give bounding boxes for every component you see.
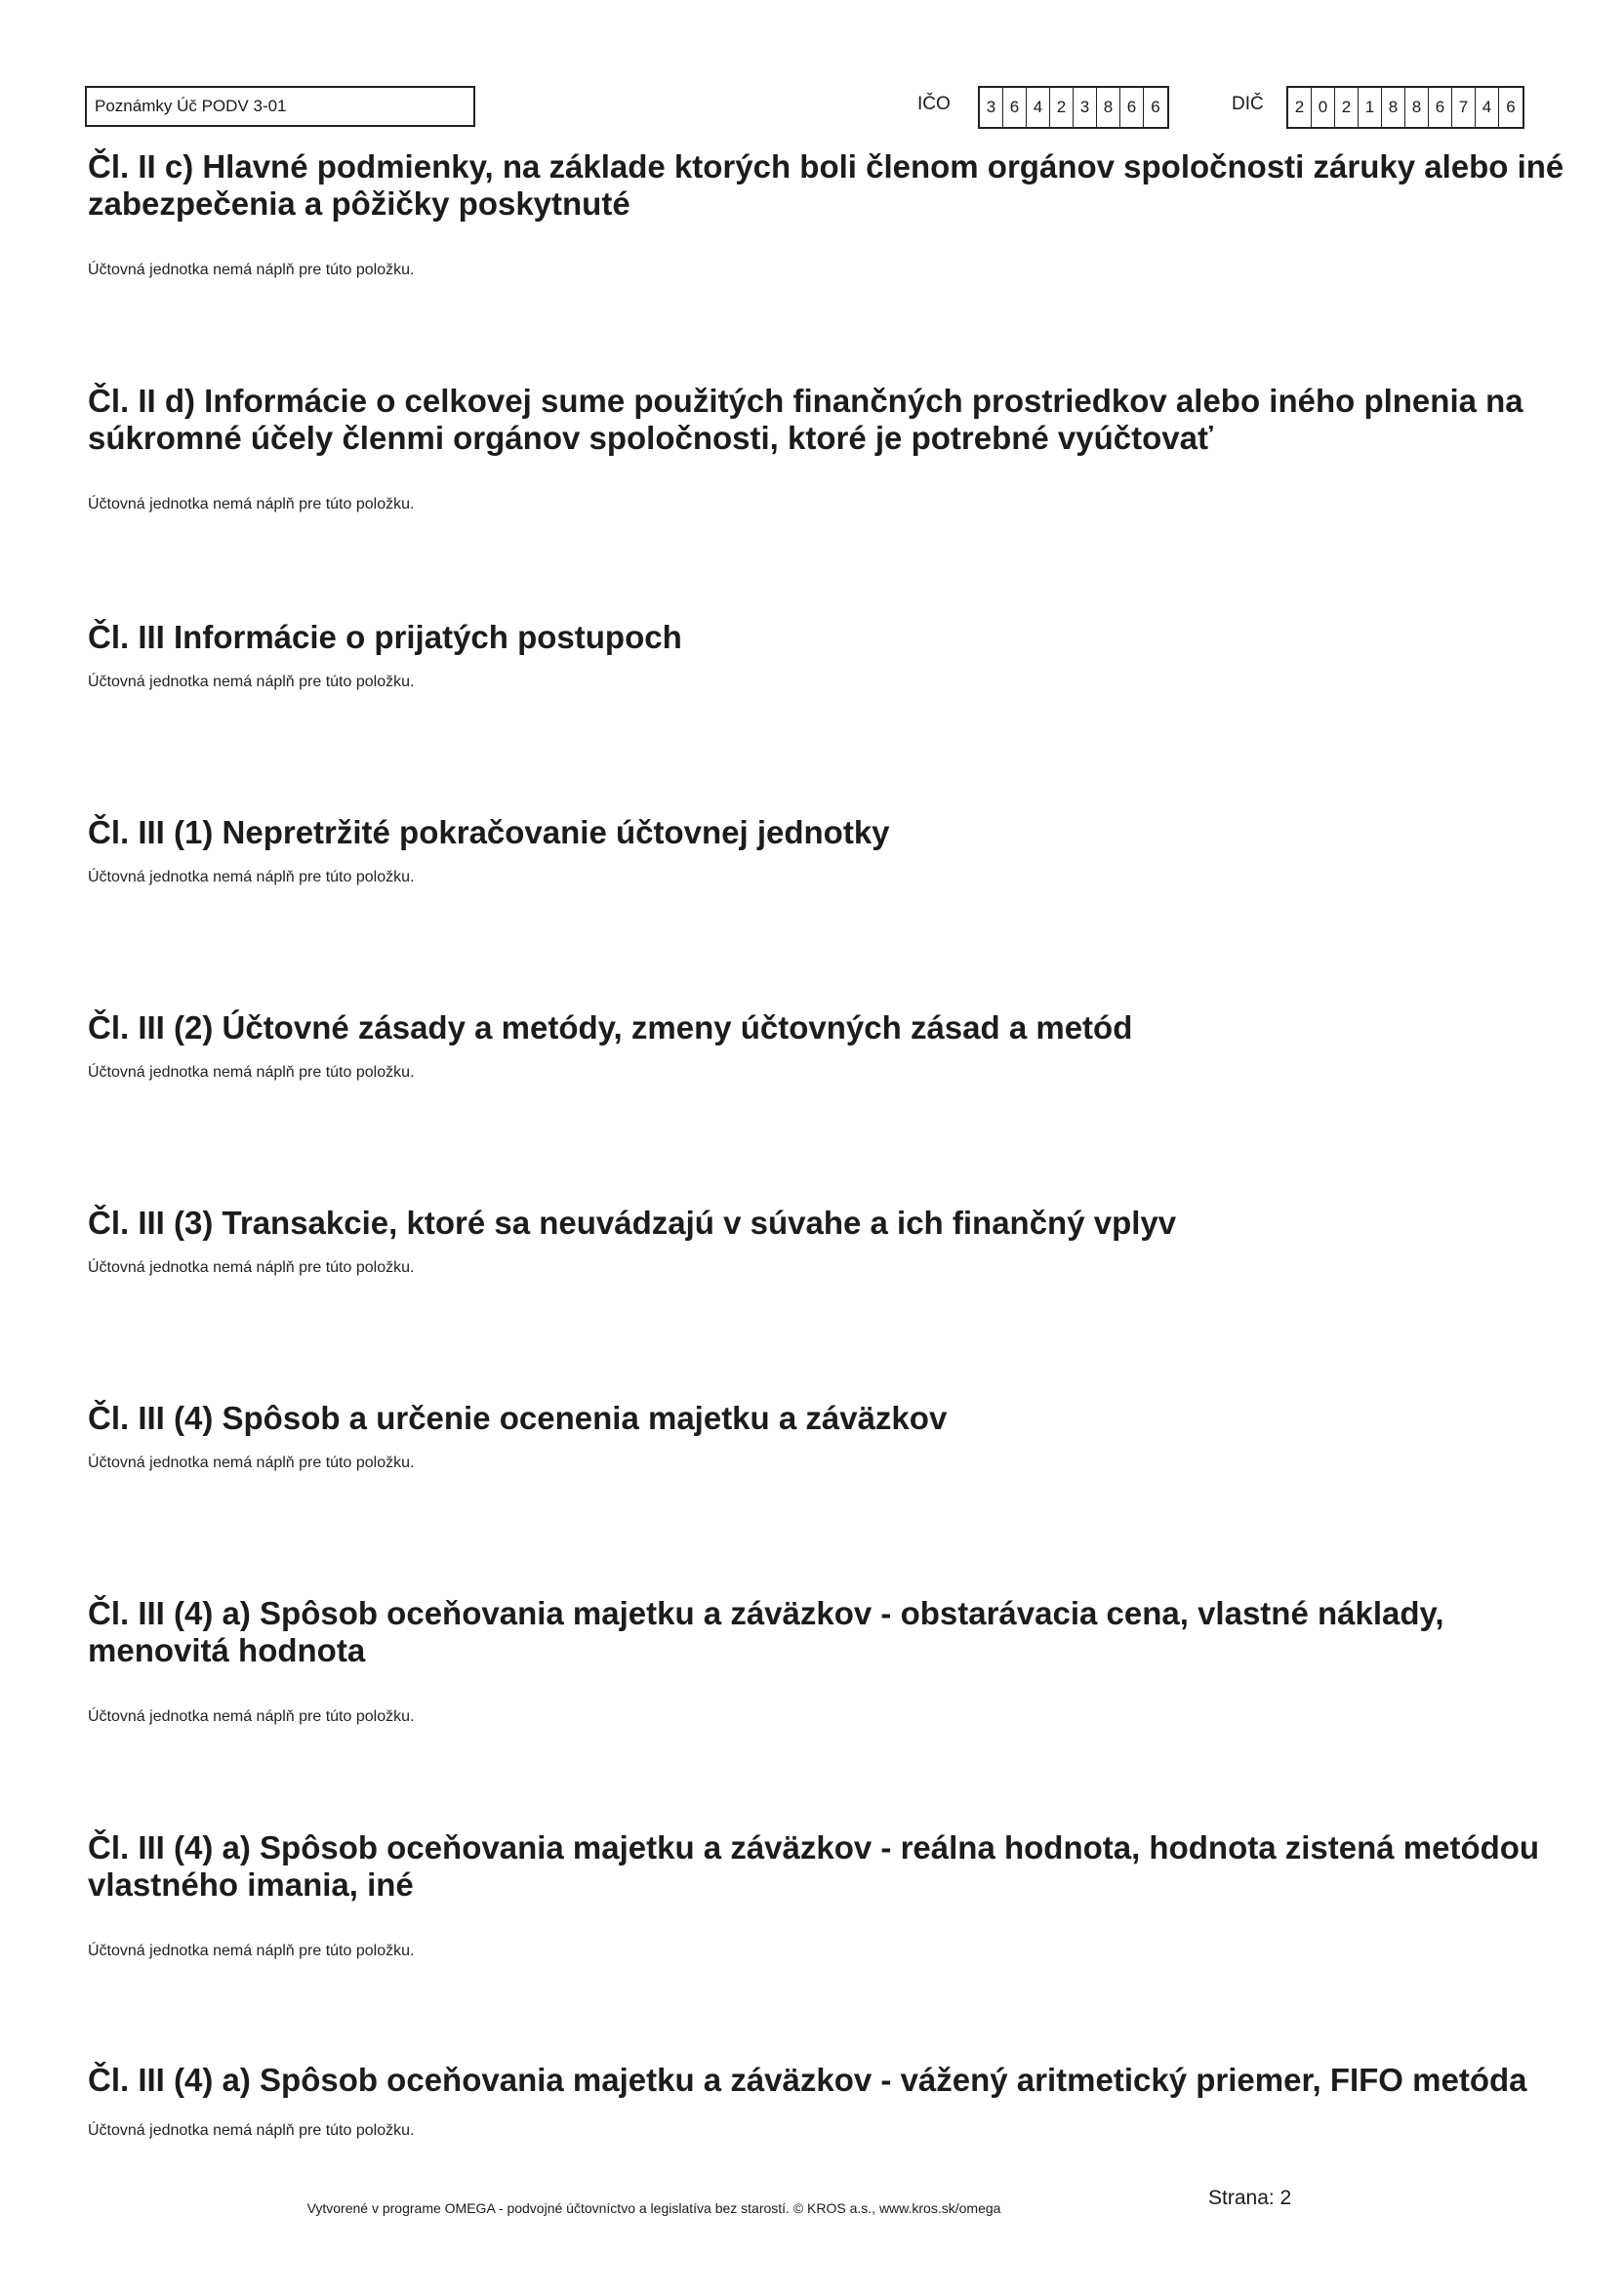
section-heading: Čl. II c) Hlavné podmienky, na základe ktorých boli členom orgánov spoločnosti záruky alebo iné zabezpečenia a pôžičky poskytnuté bbox=[88, 148, 1564, 222]
dic-digit: 1 bbox=[1359, 88, 1382, 127]
ico-label: IČO bbox=[917, 94, 951, 114]
section-note: Účtovná jednotka nemá náplň pre túto položku. bbox=[88, 1943, 415, 1959]
section-iii-2 bbox=[88, 1009, 1571, 1082]
section-note: Účtovná jednotka nemá náplň pre túto položku. bbox=[88, 1064, 415, 1081]
section-iii-4 bbox=[88, 1400, 1571, 1472]
dic-digit: 7 bbox=[1452, 88, 1476, 127]
section-ii-d bbox=[88, 383, 1571, 513]
section-note: Účtovná jednotka nemá náplň pre túto položku. bbox=[88, 1708, 415, 1725]
dic-digit: 2 bbox=[1335, 88, 1359, 127]
section-iii bbox=[88, 619, 1571, 691]
section-ii-c bbox=[88, 148, 1571, 279]
dic-digit: 0 bbox=[1312, 88, 1335, 127]
ico-digit: 6 bbox=[1120, 88, 1144, 127]
section-note: Účtovná jednotka nemá náplň pre túto položku. bbox=[88, 869, 415, 885]
ico-digit: 6 bbox=[1151, 98, 1160, 116]
section-heading: Čl. III (4) Spôsob a určenie ocenenia majetku a záväzkov bbox=[88, 1400, 948, 1436]
dic-digit: 6 bbox=[1506, 98, 1516, 116]
dic-digit: 6 bbox=[1429, 88, 1452, 127]
ico-digit: 6 bbox=[1003, 88, 1027, 127]
section-note: Účtovná jednotka nemá náplň pre túto položku. bbox=[88, 1455, 415, 1471]
section-note: Účtovná jednotka nemá náplň pre túto položku. bbox=[88, 1259, 415, 1276]
dic-label: DIČ bbox=[1232, 94, 1264, 114]
section-heading: Čl. III Informácie o prijatých postupoch bbox=[88, 619, 682, 655]
section-heading: Čl. III (4) a) Spôsob oceňovania majetku a záväzkov - reálna hodnota, hodnota zistená metódou vlastného imania, iné bbox=[88, 1829, 1540, 1903]
ico-digit: 8 bbox=[1097, 88, 1120, 127]
dic-boxes bbox=[1286, 86, 1524, 129]
section-note: Účtovná jednotka nemá náplň pre túto položku. bbox=[88, 262, 415, 278]
dic-digit: 8 bbox=[1405, 88, 1429, 127]
ico-digit: 4 bbox=[1027, 88, 1050, 127]
section-heading: Čl. III (2) Účtovné zásady a metódy, zmeny účtovných zásad a metód bbox=[88, 1009, 1133, 1046]
section-iii-4-a-cost bbox=[88, 1595, 1571, 1726]
section-note: Účtovná jednotka nemá náplň pre túto položku. bbox=[88, 496, 415, 512]
section-iii-4-a-fifo bbox=[88, 2062, 1571, 2140]
footer-credit: Vytvorené v programe OMEGA - podvojné účtovníctvo a legislatíva bez starostí. © KROS a.s., www.kros.sk/omega bbox=[306, 2200, 1001, 2216]
section-note: Účtovná jednotka nemá náplň pre túto položku. bbox=[88, 2122, 415, 2139]
dic-digit: 4 bbox=[1476, 88, 1499, 127]
ico-digit: 3 bbox=[980, 88, 1003, 127]
form-code-box: Poznámky Úč PODV 3-01 bbox=[85, 86, 475, 127]
section-iii-3 bbox=[88, 1205, 1571, 1277]
section-note: Účtovná jednotka nemá náplň pre túto položku. bbox=[88, 674, 415, 690]
section-heading: Čl. III (3) Transakcie, ktoré sa neuvádzajú v súvahe a ich finančný vplyv bbox=[88, 1205, 1177, 1241]
section-heading: Čl. III (1) Nepretržité pokračovanie účtovnej jednotky bbox=[88, 814, 890, 850]
ico-digit: 3 bbox=[1074, 88, 1097, 127]
section-heading: Čl. II d) Informácie o celkovej sume použitých finančných prostriedkov alebo iného plnenia na súkromné účely členmi orgánov spoločnosti, ktoré je potrebné vyúčtovať bbox=[88, 383, 1523, 456]
section-heading: Čl. III (4) a) Spôsob oceňovania majetku a záväzkov - vážený aritmetický priemer, FIFO metóda bbox=[88, 2062, 1527, 2098]
section-iii-1 bbox=[88, 814, 1571, 886]
section-iii-4-a-fair bbox=[88, 1829, 1571, 1960]
dic-digit: 8 bbox=[1382, 88, 1405, 127]
page-number: Strana: 2 bbox=[1208, 2187, 1292, 2209]
ico-boxes bbox=[978, 86, 1169, 129]
dic-digit: 2 bbox=[1288, 88, 1312, 127]
ico-digit: 2 bbox=[1050, 88, 1074, 127]
section-heading: Čl. III (4) a) Spôsob oceňovania majetku a záväzkov - obstarávacia cena, vlastné náklady, menovitá hodnota bbox=[88, 1595, 1444, 1668]
